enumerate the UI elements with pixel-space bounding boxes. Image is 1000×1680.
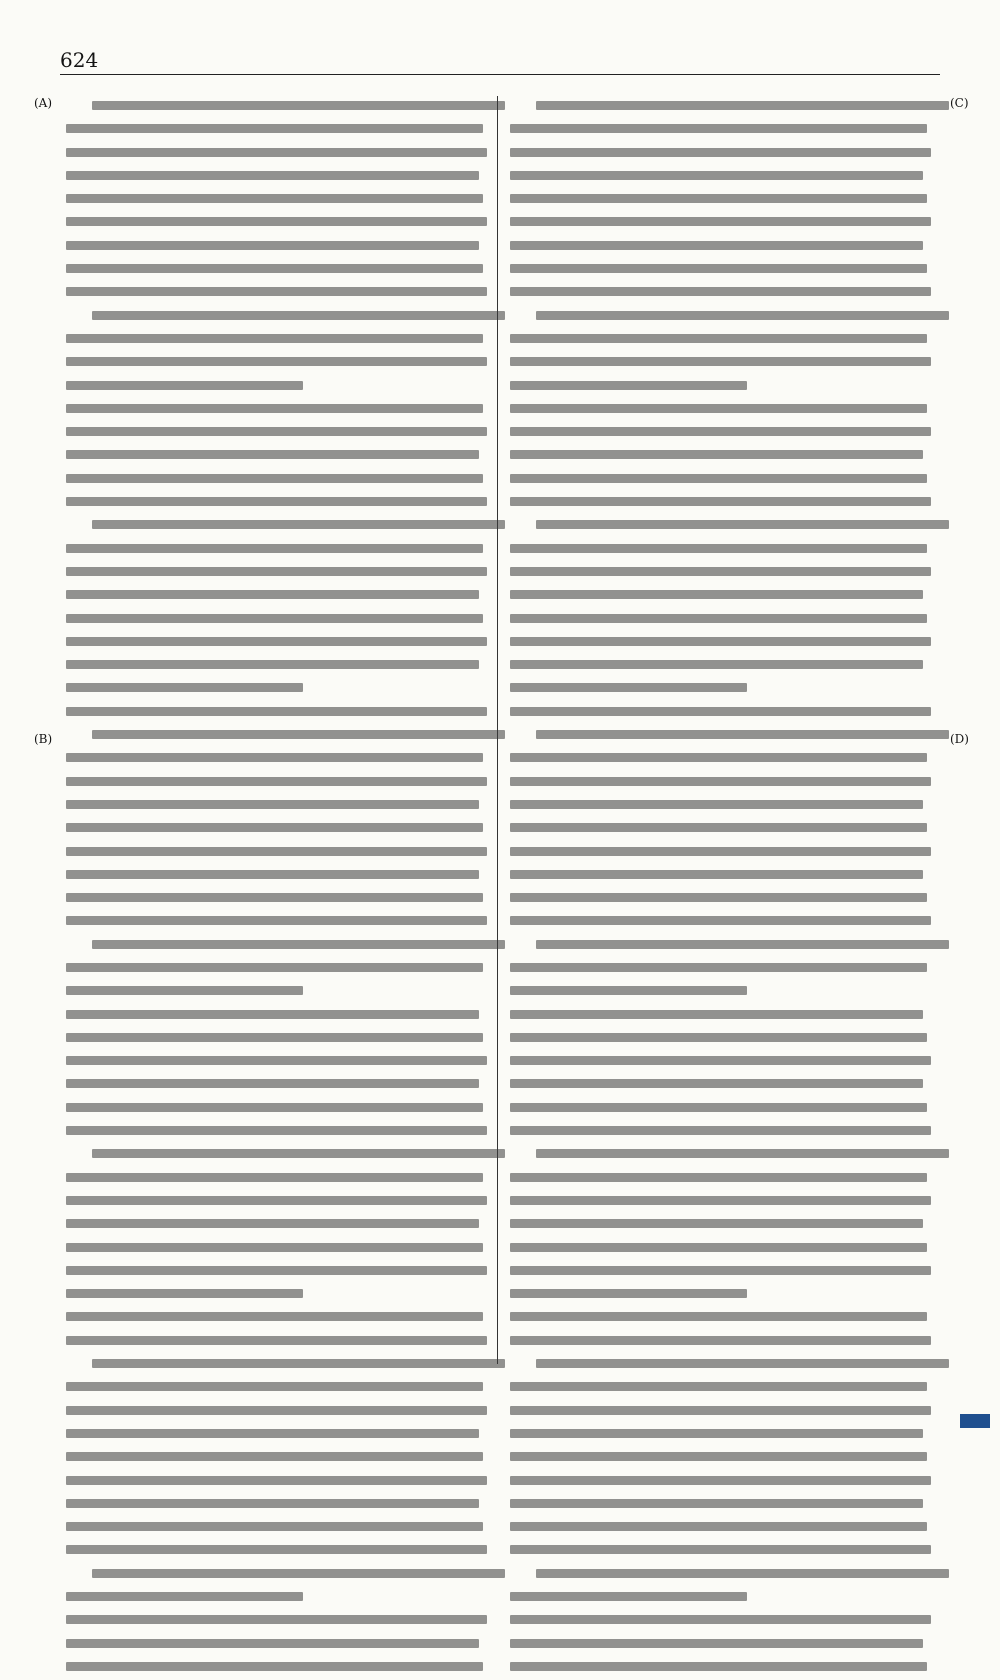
column-right <box>510 96 940 1680</box>
text-line-placeholder <box>510 870 940 888</box>
text-line-placeholder <box>66 1452 496 1470</box>
text-line-placeholder <box>510 1592 940 1610</box>
text-line-placeholder <box>510 427 940 445</box>
page-header <box>60 46 940 75</box>
text-line-placeholder <box>66 1476 496 1494</box>
text-line-placeholder <box>510 241 940 259</box>
text-line-placeholder <box>66 264 496 282</box>
text-line-placeholder <box>66 101 496 119</box>
text-line-placeholder <box>66 1289 496 1307</box>
text-line-placeholder <box>66 637 496 655</box>
text-line-placeholder <box>66 1382 496 1400</box>
text-line-placeholder <box>510 1452 940 1470</box>
text-line-placeholder <box>66 287 496 305</box>
text-line-placeholder <box>510 357 940 375</box>
text-line-placeholder <box>66 1033 496 1051</box>
margin-mark-b: (B) <box>34 732 53 746</box>
text-line-placeholder <box>66 1615 496 1633</box>
text-line-placeholder <box>66 916 496 934</box>
text-line-placeholder <box>510 1499 940 1517</box>
text-line-placeholder <box>66 800 496 818</box>
text-line-placeholder <box>510 497 940 515</box>
text-line-placeholder <box>66 1662 496 1680</box>
text-line-placeholder <box>510 101 940 119</box>
text-line-placeholder <box>510 1336 940 1354</box>
text-line-placeholder <box>66 1219 496 1237</box>
text-line-placeholder <box>510 753 940 771</box>
text-line-placeholder <box>510 1149 940 1167</box>
text-line-placeholder <box>510 823 940 841</box>
text-line-placeholder <box>510 1056 940 1074</box>
text-line-placeholder <box>66 986 496 1004</box>
text-line-placeholder <box>66 683 496 701</box>
text-line-placeholder <box>66 730 496 748</box>
text-line-placeholder <box>66 1336 496 1354</box>
column-left <box>66 96 496 1680</box>
text-line-placeholder <box>66 311 496 329</box>
text-line-placeholder <box>66 544 496 562</box>
text-line-placeholder <box>66 660 496 678</box>
text-line-placeholder <box>510 1476 940 1494</box>
text-line-placeholder <box>510 986 940 1004</box>
text-line-placeholder <box>66 1056 496 1074</box>
text-line-placeholder <box>66 381 496 399</box>
text-line-placeholder <box>510 1569 940 1587</box>
text-line-placeholder <box>510 847 940 865</box>
text-line-placeholder <box>510 1196 940 1214</box>
text-line-placeholder <box>510 217 940 235</box>
text-line-placeholder <box>66 1266 496 1284</box>
text-line-placeholder <box>510 1382 940 1400</box>
margin-mark-a: (A) <box>34 96 53 110</box>
text-line-placeholder <box>66 124 496 142</box>
text-line-placeholder <box>66 450 496 468</box>
text-line-placeholder <box>510 660 940 678</box>
text-line-placeholder <box>510 1406 940 1424</box>
text-line-placeholder <box>510 1429 940 1447</box>
text-line-placeholder <box>66 1126 496 1144</box>
text-line-placeholder <box>66 1499 496 1517</box>
text-line-placeholder <box>510 1010 940 1028</box>
text-line-placeholder <box>510 1079 940 1097</box>
text-line-placeholder <box>66 357 496 375</box>
text-line-placeholder <box>66 1196 496 1214</box>
text-line-placeholder <box>510 916 940 934</box>
text-line-placeholder <box>66 1103 496 1121</box>
text-line-placeholder <box>510 1545 940 1563</box>
text-line-placeholder <box>510 474 940 492</box>
text-line-placeholder <box>66 334 496 352</box>
text-line-placeholder <box>510 707 940 725</box>
text-line-placeholder <box>510 800 940 818</box>
text-line-placeholder <box>66 567 496 585</box>
text-line-placeholder <box>66 777 496 795</box>
text-line-placeholder <box>510 311 940 329</box>
text-line-placeholder <box>510 1266 940 1284</box>
text-line-placeholder <box>66 963 496 981</box>
text-line-placeholder <box>66 870 496 888</box>
text-line-placeholder <box>66 1522 496 1540</box>
text-line-placeholder <box>510 1359 940 1377</box>
text-line-placeholder <box>510 963 940 981</box>
text-line-placeholder <box>66 847 496 865</box>
text-line-placeholder <box>66 614 496 632</box>
text-line-placeholder <box>510 567 940 585</box>
text-line-placeholder <box>510 730 940 748</box>
text-line-placeholder <box>66 590 496 608</box>
text-line-placeholder <box>66 1592 496 1610</box>
text-line-placeholder <box>66 893 496 911</box>
text-line-placeholder <box>510 264 940 282</box>
text-line-placeholder <box>66 823 496 841</box>
dfg-logo <box>960 1414 990 1428</box>
text-line-placeholder <box>510 520 940 538</box>
text-line-placeholder <box>66 940 496 958</box>
text-line-placeholder <box>66 1149 496 1167</box>
text-line-placeholder <box>66 1243 496 1261</box>
text-line-placeholder <box>66 427 496 445</box>
text-line-placeholder <box>510 1662 940 1680</box>
text-line-placeholder <box>510 940 940 958</box>
text-line-placeholder <box>66 474 496 492</box>
text-line-placeholder <box>66 1359 496 1377</box>
text-line-placeholder <box>510 171 940 189</box>
text-line-placeholder <box>66 217 496 235</box>
text-line-placeholder <box>510 683 940 701</box>
text-line-placeholder <box>510 1243 940 1261</box>
text-line-placeholder <box>510 1289 940 1307</box>
text-line-placeholder <box>510 1522 940 1540</box>
text-line-placeholder <box>510 590 940 608</box>
text-line-placeholder <box>66 194 496 212</box>
page-number: 624 <box>60 48 99 72</box>
text-line-placeholder <box>510 1033 940 1051</box>
text-line-placeholder <box>66 1173 496 1191</box>
text-line-placeholder <box>66 171 496 189</box>
margin-mark-c: (C) <box>950 96 969 110</box>
text-line-placeholder <box>510 124 940 142</box>
text-line-placeholder <box>66 1569 496 1587</box>
text-line-placeholder <box>66 404 496 422</box>
text-line-placeholder <box>66 148 496 166</box>
text-line-placeholder <box>66 1406 496 1424</box>
text-line-placeholder <box>66 1545 496 1563</box>
text-line-placeholder <box>510 148 940 166</box>
text-line-placeholder <box>510 450 940 468</box>
text-line-placeholder <box>66 497 496 515</box>
text-line-placeholder <box>510 893 940 911</box>
text-line-placeholder <box>510 287 940 305</box>
text-line-placeholder <box>510 614 940 632</box>
text-line-placeholder <box>66 707 496 725</box>
text-line-placeholder <box>66 241 496 259</box>
text-line-placeholder <box>66 1079 496 1097</box>
text-line-placeholder <box>66 520 496 538</box>
text-line-placeholder <box>66 1429 496 1447</box>
text-line-placeholder <box>510 637 940 655</box>
text-line-placeholder <box>510 1103 940 1121</box>
text-line-placeholder <box>510 1126 940 1144</box>
text-line-placeholder <box>66 1639 496 1657</box>
text-line-placeholder <box>510 404 940 422</box>
text-line-placeholder <box>66 1010 496 1028</box>
text-line-placeholder <box>510 1219 940 1237</box>
text-line-placeholder <box>510 381 940 399</box>
text-line-placeholder <box>510 777 940 795</box>
margin-mark-d: (D) <box>950 732 969 746</box>
text-line-placeholder <box>510 544 940 562</box>
text-line-placeholder <box>510 1173 940 1191</box>
text-line-placeholder <box>510 334 940 352</box>
text-line-placeholder <box>66 753 496 771</box>
text-line-placeholder <box>66 1312 496 1330</box>
text-line-placeholder <box>510 194 940 212</box>
text-line-placeholder <box>510 1639 940 1657</box>
text-line-placeholder <box>510 1312 940 1330</box>
text-line-placeholder <box>510 1615 940 1633</box>
